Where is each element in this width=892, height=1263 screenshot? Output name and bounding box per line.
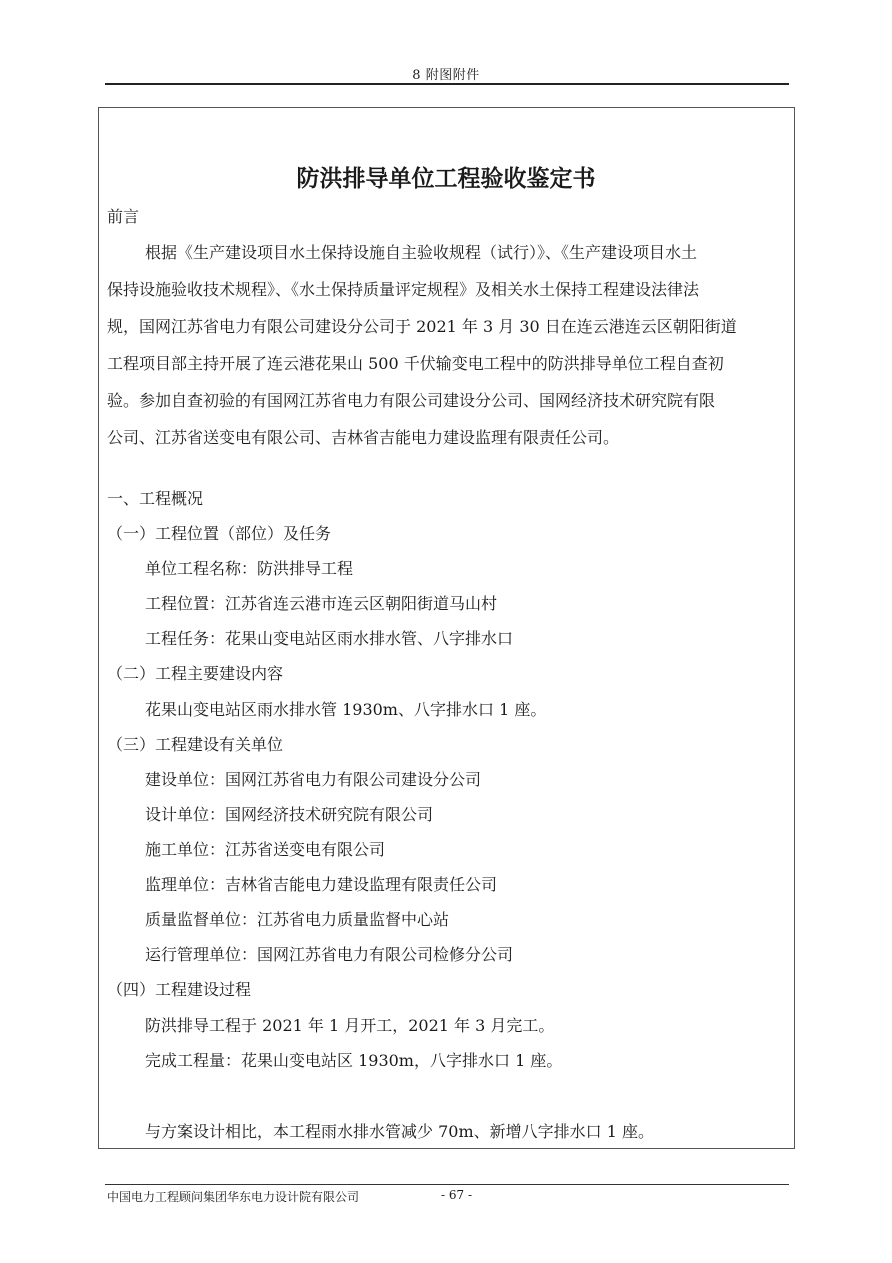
comparison-text: 与方案设计相比，本工程雨水排水管减少 70m、新增八字排水口 1 座。	[145, 1122, 654, 1141]
preface-heading: 前言	[107, 207, 140, 226]
preface-line: 验。参加自查初验的有国网江苏省电力有限公司建设分公司、国网经济技术研究院有限	[107, 391, 716, 410]
page-header: 8 附图附件	[412, 68, 480, 83]
preface-line: 工程项目部主持开展了连云港花果山 500 千伏输变电工程中的防洪排导单位工程自查初	[107, 354, 724, 373]
preface-line: 保持设施验收技术规程》、《水土保持质量评定规程》及相关水土保持工程建设法律法	[107, 280, 700, 299]
header-rule	[105, 83, 789, 85]
location-item: 工程任务：花果山变电站区雨水排水管、八字排水口	[145, 629, 514, 648]
content-text: 花果山变电站区雨水排水管 1930m、八字排水口 1 座。	[145, 700, 547, 719]
unit-item: 监理单位：吉林省吉能电力建设监理有限责任公司	[145, 875, 498, 894]
unit-item: 设计单位：国网经济技术研究院有限公司	[145, 805, 434, 824]
preface-line: 规，国网江苏省电力有限公司建设分公司于 2021 年 3 月 30 日在连云港连云区朝阳街道	[107, 317, 737, 336]
subsection-heading-content: （二）工程主要建设内容	[107, 664, 284, 683]
location-item: 单位工程名称：防洪排导工程	[145, 559, 354, 578]
subsection-heading-units: （三）工程建设有关单位	[107, 735, 284, 754]
document-title: 防洪排导单位工程验收鉴定书	[296, 166, 596, 192]
preface-line: 根据《生产建设项目水土保持设施自主验收规程（试行）》、《生产建设项目水土	[145, 243, 698, 262]
footer-company: 中国电力工程顾问集团华东电力设计院有限公司	[107, 1190, 360, 1204]
subsection-heading-location: （一）工程位置（部位）及任务	[107, 524, 332, 543]
section-heading-overview: 一、工程概况	[107, 489, 204, 508]
subsection-heading-process: （四）工程建设过程	[107, 980, 252, 999]
unit-item: 施工单位：江苏省送变电有限公司	[145, 840, 386, 859]
unit-item: 运行管理单位：国网江苏省电力有限公司检修分公司	[145, 945, 514, 964]
process-item: 防洪排导工程于 2021 年 1 月开工，2021 年 3 月完工。	[145, 1016, 555, 1035]
process-item: 完成工程量：花果山变电站区 1930m，八字排水口 1 座。	[145, 1051, 563, 1070]
preface-line: 公司、江苏省送变电有限公司、吉林省吉能电力建设监理有限责任公司。	[107, 428, 620, 447]
unit-item: 质量监督单位：江苏省电力质量监督中心站	[145, 910, 450, 929]
page-number: - 67 -	[441, 1188, 473, 1202]
footer-rule	[105, 1184, 789, 1185]
location-item: 工程位置：江苏省连云港市连云区朝阳街道马山村	[145, 594, 498, 613]
unit-item: 建设单位：国网江苏省电力有限公司建设分公司	[145, 770, 482, 789]
